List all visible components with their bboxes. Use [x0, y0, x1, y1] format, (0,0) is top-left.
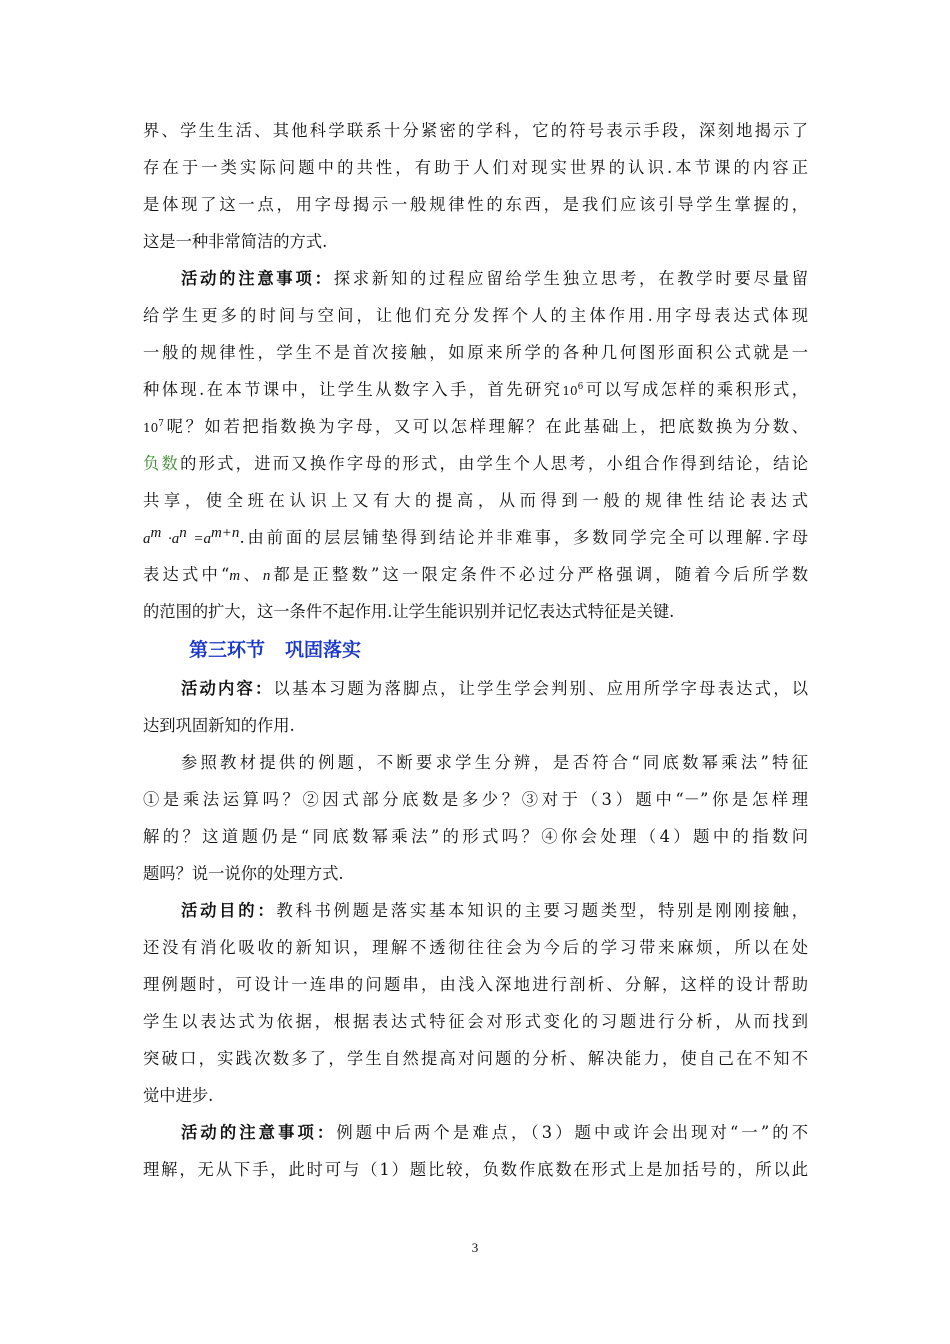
paragraph-line — [143, 892, 808, 929]
paragraph-line: 共享，使全班在认识上又有大的提高，从而得到一般的规律性结论表达式 — [143, 491, 808, 510]
variable-m: m — [229, 568, 241, 584]
section-label: 活动内容： — [181, 679, 274, 698]
paragraph-line: 觉中进步. — [143, 1086, 214, 1105]
paragraph-line: 的范围的扩大，这一条件不起作用.让学生能识别并记忆表达式特征是关键. — [143, 602, 675, 621]
paragraph-line — [143, 371, 808, 408]
paragraph-line: 突破口，实践次数多了，学生自然提高对问题的分析、解决能力，使自己在不知不 — [143, 1049, 808, 1068]
paragraph-text: 教科书例题是落实基本知识的主要习题类型，特别是刚刚接触， — [276, 901, 808, 920]
section-label: 活动的注意事项： — [181, 1123, 337, 1142]
paragraph-line: 存在于一类实际问题中的共性，有助于人们对现实世界的认识.本节课的内容正 — [143, 158, 808, 177]
section-number: 第三环节 — [189, 639, 266, 661]
paragraph-text: .由前面的层层铺垫得到结论并非难事，多数同学完全可以理解.字母 — [239, 528, 808, 547]
paragraph-line — [143, 408, 808, 445]
paragraph-line: 学生以表达式为依据，根据表达式特征会对形式变化的习题进行分析，从而找到 — [143, 1012, 808, 1031]
variable-n: n — [262, 568, 271, 584]
document-body — [143, 112, 808, 1188]
paragraph-text: 呢？如若把指数换为字母，又可以怎样理解？在此基础上，把底数换为分数、 — [164, 417, 808, 436]
section-label: 活动的注意事项： — [181, 269, 334, 288]
paragraph-line: ①是乘法运算吗？②因式部分底数是多少？③对于（3）题中“－”你是怎样理 — [143, 790, 808, 809]
paragraph-text: 种体现.在本节课中，让学生从数字入手，首先研究 — [143, 380, 563, 399]
paragraph-text: 以基本习题为落脚点，让学生学会判别、应用所学字母表达式，以 — [273, 679, 808, 698]
paragraph-line — [143, 556, 808, 593]
paragraph-line — [143, 1114, 808, 1151]
formula-equals: = — [186, 531, 204, 547]
formula-exponent: n — [179, 525, 187, 541]
paragraph-line — [143, 260, 808, 297]
paragraph-text: 例题中后两个是难点，（3）题中或许会出现对“一”的不 — [336, 1123, 808, 1142]
paragraph-line — [143, 445, 808, 482]
paragraph-text: 表达式中“ — [143, 565, 230, 584]
section-label: 活动目的： — [181, 901, 277, 920]
formula-base: a — [143, 531, 151, 547]
paragraph-text: 、 — [240, 565, 263, 584]
paragraph-line: 一般的规律性，学生不是首次接触，如原来所学的各种几何图形面积公式就是一 — [143, 343, 808, 362]
page-number: 3 — [471, 1240, 479, 1255]
section-title: 巩固落实 — [285, 639, 362, 661]
paragraph-line: 解的？这道题仍是“同底数幂乘法”的形式吗？④你会处理（4）题中的指数问 — [143, 827, 808, 846]
formula-base: a — [171, 531, 180, 547]
paragraph-line: 给学生更多的时间与空间，让他们充分发挥个人的主体作用.用字母表达式体现 — [143, 306, 808, 325]
paragraph-line: 这是一种非常简洁的方式. — [143, 232, 328, 251]
paragraph-line: 是体现了这一点，用字母揭示一般规律性的东西，是我们应该引导学生掌握的， — [143, 195, 808, 214]
paragraph-text: 都是正整数”这一限定条件不必过分严格强调，随着今后所学数 — [270, 565, 808, 584]
paragraph-text: 的形式，进而又换作字母的形式，由学生个人思考，小组合作得到结论，结论 — [180, 454, 808, 473]
formula-dot: · — [161, 531, 172, 547]
paragraph-line: 达到巩固新知的作用. — [143, 716, 295, 735]
paragraph-text: 探求新知的过程应留给学生独立思考，在教学时要尽量留 — [333, 269, 808, 288]
math-base: 10 — [562, 384, 578, 398]
formula-exponent: m — [150, 525, 162, 541]
math-base: 10 — [143, 421, 159, 435]
paragraph-line: 理例题时，可设计一连串的问题串，由浅入深地进行剖析、分解，这样的设计帮助 — [143, 975, 808, 994]
math-exponent: 6 — [577, 382, 584, 392]
highlighted-term: 负数 — [143, 454, 181, 473]
formula-exponent: m+n — [210, 525, 240, 541]
paragraph-line — [143, 670, 808, 707]
paragraph-line: 题吗？说一说你的处理方式. — [143, 864, 344, 883]
paragraph-line: 理解，无从下手，此时可与（1）题比较，负数作底数在形式上是加括号的，所以此 — [143, 1160, 808, 1179]
paragraph-line: 参照教材提供的例题，不断要求学生分辨，是否符合“同底数幂乘法”特征 — [181, 753, 808, 772]
math-exponent: 7 — [158, 419, 165, 429]
paragraph-line: 还没有消化吸收的新知识，理解不透彻往往会为今后的学习带来麻烦，所以在处 — [143, 938, 808, 957]
section-heading — [143, 630, 808, 670]
formula-line — [143, 519, 808, 556]
formula-base: a — [203, 531, 211, 547]
paragraph-text: 可以写成怎样的乘积形式， — [583, 380, 808, 399]
paragraph-line: 界、学生生活、其他科学联系十分紧密的学科，它的符号表示手段，深刻地揭示了 — [143, 121, 808, 140]
